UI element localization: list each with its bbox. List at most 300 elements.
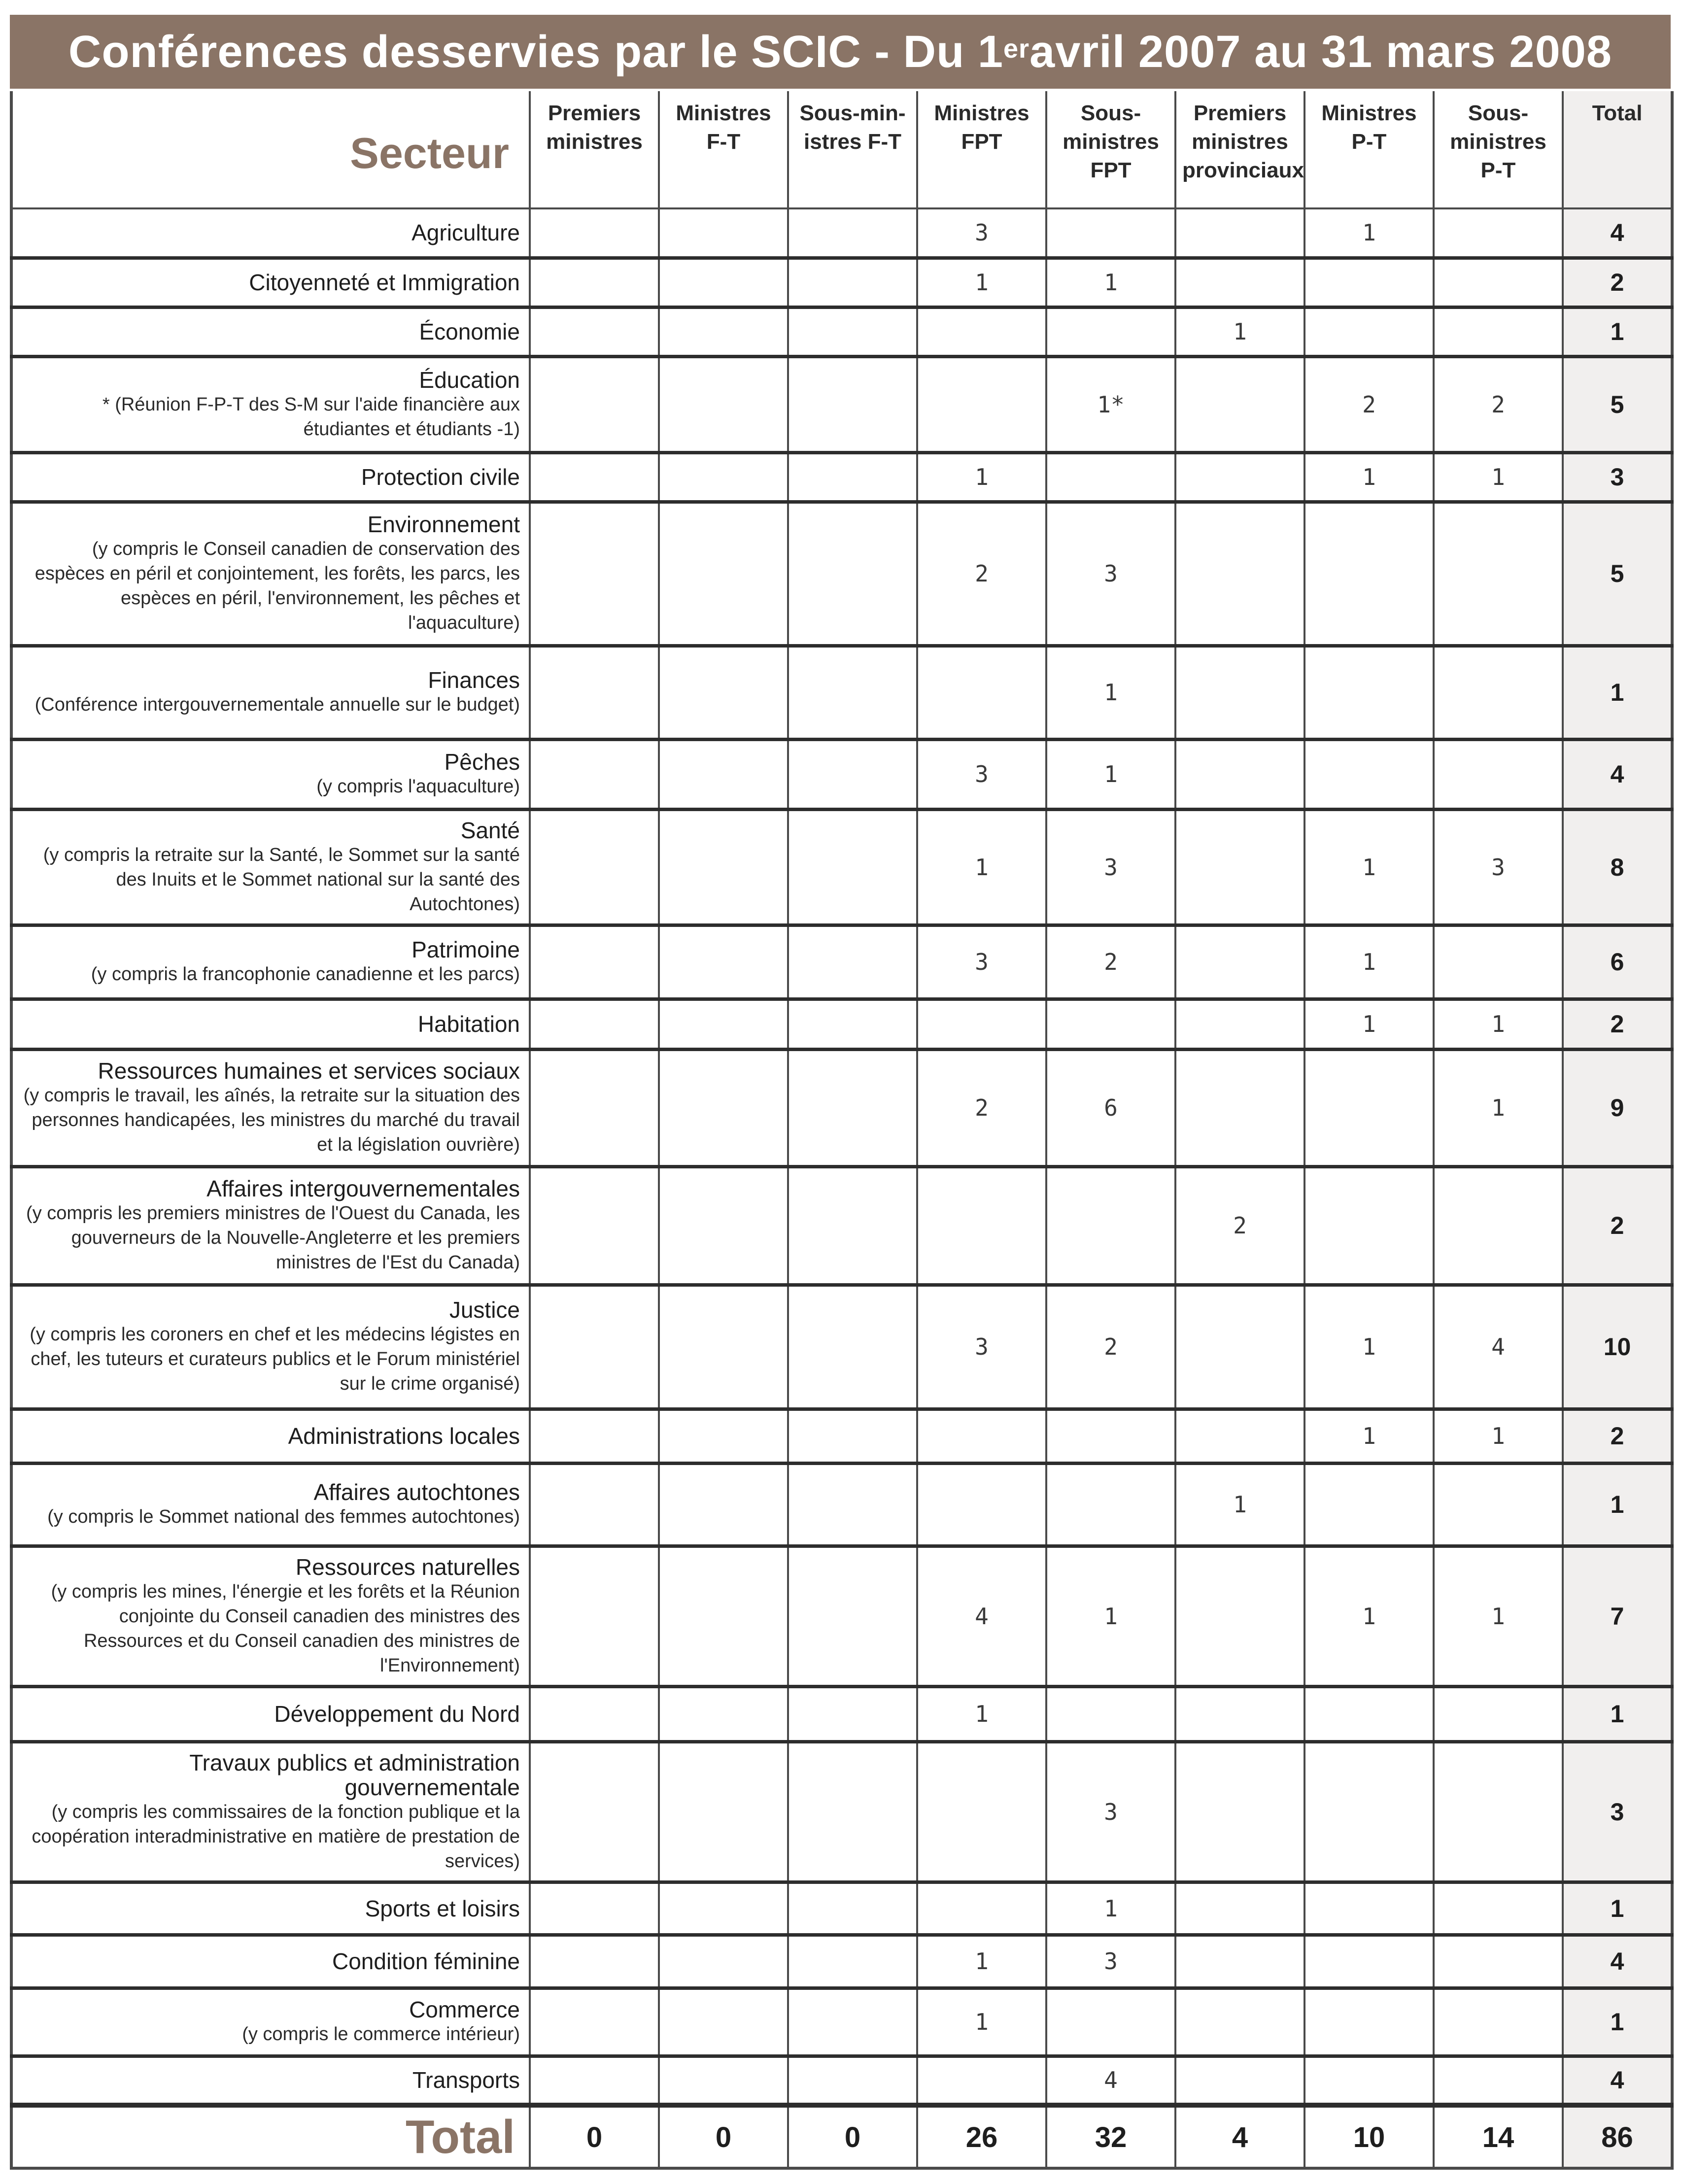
count-cell [788, 502, 917, 646]
count-cell [659, 1166, 788, 1285]
column-header: Premiers ministres provinciaux [1175, 91, 1304, 208]
sector-cell [11, 208, 530, 258]
table-row [11, 1463, 1672, 1546]
column-header: Ministres F-T [659, 91, 788, 208]
count-cell [659, 809, 788, 925]
count-cell: 1 [1046, 1882, 1175, 1935]
sector-name: Affaires autochtones [313, 1479, 520, 1505]
grand-total-cell: 86 [1563, 2105, 1672, 2168]
total-label: Total [11, 2105, 530, 2168]
sector-name: Affaires intergouvernementales [206, 1176, 520, 1201]
sector-note: (Conférence intergouvernementale annuelle sur le budget) [34, 694, 520, 715]
total-cell: 0 [788, 2105, 917, 2168]
count-cell [1304, 258, 1434, 307]
count-cell [1046, 1463, 1175, 1546]
count-cell: 1 [917, 1935, 1046, 1988]
count-cell: 2 [1304, 356, 1434, 452]
sector-note: (y compris les premiers ministres de l'Ouest du Canada, les gouverneurs de la Nouvelle-Angleterre et les premiers ministres de l'Est du Canada) [26, 1203, 520, 1273]
count-cell [917, 1166, 1046, 1285]
count-cell [530, 1285, 659, 1409]
count-cell [530, 1686, 659, 1741]
sector-name: Transports [412, 2067, 520, 2093]
count-cell [1046, 307, 1175, 356]
table-row [11, 1988, 1672, 2056]
table-row [11, 1285, 1672, 1409]
count-cell: 1 [917, 258, 1046, 307]
count-cell: 1 [1304, 1285, 1434, 1409]
count-cell [788, 208, 917, 258]
count-cell: 1 [917, 1686, 1046, 1741]
column-header: Sous-ministres P-T [1434, 91, 1563, 208]
count-cell [659, 1285, 788, 1409]
count-cell [788, 1546, 917, 1686]
count-cell: 1 [1434, 1546, 1563, 1686]
count-cell [1175, 1741, 1304, 1882]
count-cell: 1 [1046, 646, 1175, 739]
row-total-cell: 1 [1563, 1463, 1672, 1546]
title-text-end: avril 2007 au 31 mars 2008 [1030, 26, 1613, 77]
count-cell [1046, 1409, 1175, 1463]
count-cell: 1 [1046, 739, 1175, 809]
sector-cell [11, 1935, 530, 1988]
count-cell [659, 258, 788, 307]
count-cell [1046, 208, 1175, 258]
count-cell: 3 [1046, 502, 1175, 646]
row-total-cell: 1 [1563, 1882, 1672, 1935]
total-cell: 4 [1175, 2105, 1304, 2168]
table-row [11, 1166, 1672, 1285]
count-cell [1175, 1988, 1304, 2056]
sector-note: * (Réunion F-P-T des S-M sur l'aide financière aux étudiantes et étudiants -1) [102, 394, 520, 440]
count-cell [530, 1935, 659, 1988]
count-cell [1434, 646, 1563, 739]
count-cell [1046, 1988, 1175, 2056]
count-cell: 3 [1046, 1935, 1175, 1988]
row-total-cell: 3 [1563, 452, 1672, 502]
sector-name: Économie [419, 319, 520, 344]
table-row [11, 739, 1672, 809]
count-cell: 2 [1046, 1285, 1175, 1409]
table-row [11, 208, 1672, 258]
page-title: Conférences desservies par le SCIC - Du 1 $^{er}$ avril 2007 au 31 mars 2008 [10, 15, 1671, 89]
sector-name: Commerce [409, 1997, 520, 2022]
table-row [11, 1409, 1672, 1463]
sector-cell [11, 452, 530, 502]
count-cell [1304, 1049, 1434, 1166]
count-cell [530, 356, 659, 452]
count-cell [530, 1988, 659, 2056]
count-cell: 1 [917, 452, 1046, 502]
sector-name: Pêches [444, 749, 520, 775]
count-cell [659, 1546, 788, 1686]
count-cell [788, 809, 917, 925]
row-total-cell: 8 [1563, 809, 1672, 925]
count-cell: 1 [1304, 809, 1434, 925]
count-cell [659, 646, 788, 739]
count-cell [1304, 646, 1434, 739]
count-cell [788, 1285, 917, 1409]
row-total-cell: 7 [1563, 1546, 1672, 1686]
count-cell [659, 999, 788, 1049]
table-body [11, 208, 1672, 2105]
row-total-cell: 1 [1563, 1988, 1672, 2056]
sector-name: Éducation [419, 367, 520, 393]
count-cell [530, 809, 659, 925]
sector-name: Condition féminine [332, 1948, 520, 1974]
count-cell [1175, 2056, 1304, 2105]
count-cell [1046, 1686, 1175, 1741]
count-cell [788, 307, 917, 356]
row-total-cell: 9 [1563, 1049, 1672, 1166]
total-cell: 14 [1434, 2105, 1563, 2168]
table-row [11, 1546, 1672, 1686]
sector-cell [11, 1741, 530, 1882]
count-cell [1434, 1741, 1563, 1882]
count-cell: 2 [917, 1049, 1046, 1166]
header-row [11, 91, 1672, 208]
table-row [11, 925, 1672, 999]
column-header: Premiers ministres [530, 91, 659, 208]
column-header: Ministres FPT [917, 91, 1046, 208]
count-cell [659, 356, 788, 452]
title-text-start: Conférences desservies par le SCIC - Du 1 [68, 26, 1003, 77]
count-cell [530, 1049, 659, 1166]
sector-cell [11, 1049, 530, 1166]
count-cell: 6 [1046, 1049, 1175, 1166]
count-cell [788, 646, 917, 739]
sector-note: (y compris la francophonie canadienne et les parcs) [91, 964, 520, 985]
count-cell: 1 [1434, 999, 1563, 1049]
count-cell [659, 1935, 788, 1988]
count-cell [1175, 1285, 1304, 1409]
sector-note: (y compris le Sommet national des femmes autochtones) [47, 1506, 520, 1527]
sector-name: Ressources humaines et services sociaux [98, 1058, 520, 1084]
count-cell [1434, 258, 1563, 307]
column-header: Sous-ministres FPT [1046, 91, 1175, 208]
count-cell [917, 1741, 1046, 1882]
count-cell [659, 307, 788, 356]
count-cell: 3 [1046, 1741, 1175, 1882]
sector-cell [11, 502, 530, 646]
row-total-cell: 2 [1563, 1409, 1672, 1463]
count-cell [530, 307, 659, 356]
count-cell [530, 1741, 659, 1882]
count-cell [1434, 502, 1563, 646]
count-cell [917, 356, 1046, 452]
count-cell [788, 1463, 917, 1546]
count-cell [917, 999, 1046, 1049]
sector-note: (y compris la retraite sur la Santé, le Sommet sur la santé des Inuits et le Sommet national sur la santé des Autochtones) [43, 844, 520, 915]
table-row [11, 1049, 1672, 1166]
sector-name: Justice [449, 1297, 520, 1323]
count-cell [788, 1741, 917, 1882]
count-cell [1175, 809, 1304, 925]
count-cell [1175, 502, 1304, 646]
count-cell [1175, 1882, 1304, 1935]
total-cell: 0 [530, 2105, 659, 2168]
count-cell [659, 1988, 788, 2056]
sector-note: (y compris le commerce intérieur) [242, 2024, 520, 2045]
row-total-cell: 10 [1563, 1285, 1672, 1409]
count-cell: 1 [1304, 208, 1434, 258]
row-total-cell: 4 [1563, 1935, 1672, 1988]
sector-name: Patrimoine [412, 937, 520, 962]
count-cell [788, 1409, 917, 1463]
count-cell [1304, 1935, 1434, 1988]
count-cell [788, 1988, 917, 2056]
count-cell [530, 1546, 659, 1686]
count-cell [1046, 1166, 1175, 1285]
count-cell [788, 1935, 917, 1988]
count-cell: 3 [917, 739, 1046, 809]
count-cell [659, 208, 788, 258]
count-cell: 1 [1434, 1409, 1563, 1463]
column-header-total: Total [1563, 91, 1672, 208]
count-cell [659, 1049, 788, 1166]
count-cell [1304, 1463, 1434, 1546]
table-row [11, 646, 1672, 739]
sector-header: Secteur [11, 91, 530, 208]
count-cell [659, 1741, 788, 1882]
sector-cell [11, 1463, 530, 1546]
count-cell [659, 1686, 788, 1741]
sector-note: (y compris les mines, l'énergie et les forêts et la Réunion conjointe du Conseil canadien des ministres des Ressources et du Conseil canadien des ministres de l'Environnement) [51, 1581, 520, 1676]
count-cell [788, 1166, 917, 1285]
count-cell [788, 258, 917, 307]
conference-table [10, 91, 1674, 2170]
total-row [11, 2105, 1672, 2168]
total-cell: 0 [659, 2105, 788, 2168]
count-cell [1304, 739, 1434, 809]
sector-name: Développement du Nord [274, 1701, 520, 1727]
count-cell [788, 739, 917, 809]
count-cell [788, 1882, 917, 1935]
count-cell [530, 739, 659, 809]
count-cell [1304, 1882, 1434, 1935]
count-cell [1175, 1686, 1304, 1741]
sector-cell [11, 1882, 530, 1935]
sector-cell [11, 1166, 530, 1285]
count-cell: 1 [1304, 452, 1434, 502]
sector-note: (y compris le travail, les aînés, la retraite sur la situation des personnes handicapées, les ministres du marché du travail et la législation ouvrière) [23, 1085, 520, 1155]
row-total-cell: 4 [1563, 2056, 1672, 2105]
count-cell [1304, 1686, 1434, 1741]
count-cell: 1 [1046, 1546, 1175, 1686]
count-cell [659, 452, 788, 502]
count-cell [788, 999, 917, 1049]
row-total-cell: 4 [1563, 208, 1672, 258]
column-header: Ministres P-T [1304, 91, 1434, 208]
sector-note: (y compris le Conseil canadien de conservation des espèces en péril et conjointement, les forêts, les parcs, les espèces en péril, l'environnement, les pêches et l'aquaculture) [34, 539, 520, 633]
table-row [11, 307, 1672, 356]
count-cell [1304, 1166, 1434, 1285]
count-cell [530, 2056, 659, 2105]
count-cell [530, 999, 659, 1049]
count-cell [917, 646, 1046, 739]
count-cell [1175, 646, 1304, 739]
sector-cell [11, 2056, 530, 2105]
sector-name: Santé [460, 817, 520, 843]
table-row [11, 809, 1672, 925]
count-cell [917, 1409, 1046, 1463]
count-cell [1175, 1409, 1304, 1463]
table-row [11, 999, 1672, 1049]
count-cell: 1 [1434, 1049, 1563, 1166]
count-cell [788, 2056, 917, 2105]
count-cell [1434, 1882, 1563, 1935]
count-cell [1434, 1686, 1563, 1741]
count-cell [1175, 999, 1304, 1049]
count-cell: 1 [917, 1988, 1046, 2056]
sector-name: Habitation [417, 1011, 520, 1037]
count-cell [1434, 307, 1563, 356]
sector-note: (y compris les coroners en chef et les médecins légistes en chef, les tuteurs et curateurs publics et le Forum ministériel sur le crime organisé) [30, 1324, 520, 1394]
row-total-cell: 1 [1563, 646, 1672, 739]
count-cell: 3 [1046, 809, 1175, 925]
total-cell: 32 [1046, 2105, 1175, 2168]
count-cell [788, 452, 917, 502]
sector-note: (y compris les commissaires de la fonction publique et la coopération interadministrative en matière de prestation de services) [32, 1801, 520, 1872]
row-total-cell: 2 [1563, 1166, 1672, 1285]
count-cell: 1 [1304, 1546, 1434, 1686]
count-cell [1434, 2056, 1563, 2105]
count-cell [659, 1882, 788, 1935]
count-cell [659, 1463, 788, 1546]
count-cell: 1 [1175, 1463, 1304, 1546]
count-cell [917, 2056, 1046, 2105]
table-row [11, 356, 1672, 452]
sector-cell [11, 1546, 530, 1686]
count-cell: 1 [1304, 1409, 1434, 1463]
count-cell [530, 1463, 659, 1546]
sector-cell [11, 1686, 530, 1741]
count-cell [1046, 999, 1175, 1049]
count-cell [530, 646, 659, 739]
count-cell [788, 1049, 917, 1166]
count-cell [1175, 739, 1304, 809]
sector-name: Administrations locales [288, 1423, 520, 1449]
count-cell: 1 [917, 809, 1046, 925]
sector-cell [11, 739, 530, 809]
count-cell [1434, 739, 1563, 809]
row-total-cell: 6 [1563, 925, 1672, 999]
count-cell [1434, 925, 1563, 999]
count-cell [788, 1686, 917, 1741]
sector-name: Sports et loisirs [365, 1895, 520, 1921]
count-cell: 1* [1046, 356, 1175, 452]
count-cell [659, 1409, 788, 1463]
count-cell [1175, 1049, 1304, 1166]
sector-cell [11, 925, 530, 999]
sector-name: Citoyenneté et Immigration [249, 270, 520, 295]
count-cell [530, 452, 659, 502]
row-total-cell: 5 [1563, 502, 1672, 646]
count-cell: 1 [1304, 999, 1434, 1049]
sector-cell [11, 646, 530, 739]
sector-name: Environnement [367, 512, 520, 537]
count-cell [659, 739, 788, 809]
count-cell [530, 208, 659, 258]
sector-cell [11, 356, 530, 452]
sector-cell [11, 258, 530, 307]
sector-name: Protection civile [361, 464, 520, 490]
total-cell: 10 [1304, 2105, 1434, 2168]
document-page [10, 15, 1671, 2173]
count-cell: 1 [1046, 258, 1175, 307]
count-cell: 1 [1434, 452, 1563, 502]
sector-cell [11, 1285, 530, 1409]
count-cell [1175, 1935, 1304, 1988]
count-cell [1304, 1988, 1434, 2056]
table-row [11, 2056, 1672, 2105]
count-cell: 3 [917, 208, 1046, 258]
table-row [11, 1882, 1672, 1935]
count-cell [1175, 452, 1304, 502]
count-cell [530, 1409, 659, 1463]
count-cell [1304, 1741, 1434, 1882]
table-row [11, 502, 1672, 646]
sector-note: (y compris l'aquaculture) [316, 776, 520, 797]
count-cell [1304, 502, 1434, 646]
count-cell: 2 [1434, 356, 1563, 452]
count-cell [530, 502, 659, 646]
table-row [11, 1686, 1672, 1741]
count-cell [1304, 2056, 1434, 2105]
sector-cell [11, 307, 530, 356]
sector-name: Ressources naturelles [295, 1554, 520, 1580]
count-cell: 2 [1046, 925, 1175, 999]
count-cell: 4 [917, 1546, 1046, 1686]
count-cell [1434, 208, 1563, 258]
count-cell: 2 [1175, 1166, 1304, 1285]
count-cell: 3 [1434, 809, 1563, 925]
count-cell [917, 1882, 1046, 1935]
sector-name: Agriculture [412, 220, 520, 246]
row-total-cell: 3 [1563, 1741, 1672, 1882]
column-header: Sous-min-istres F-T [788, 91, 917, 208]
count-cell [659, 925, 788, 999]
count-cell [530, 258, 659, 307]
row-total-cell: 4 [1563, 739, 1672, 809]
count-cell: 3 [917, 1285, 1046, 1409]
row-total-cell: 1 [1563, 307, 1672, 356]
count-cell [530, 1882, 659, 1935]
count-cell [530, 925, 659, 999]
count-cell [1304, 307, 1434, 356]
total-cell: 26 [917, 2105, 1046, 2168]
count-cell [917, 307, 1046, 356]
count-cell [1175, 258, 1304, 307]
sector-cell [11, 999, 530, 1049]
count-cell [788, 356, 917, 452]
count-cell [530, 1166, 659, 1285]
count-cell: 1 [1304, 925, 1434, 999]
sector-name: Finances [428, 667, 520, 693]
count-cell: 2 [917, 502, 1046, 646]
table-row [11, 1935, 1672, 1988]
count-cell [788, 925, 917, 999]
count-cell [1434, 1935, 1563, 1988]
count-cell [1434, 1166, 1563, 1285]
sector-name: Travaux publics et administration gouvernementale [189, 1749, 520, 1800]
count-cell [917, 1463, 1046, 1546]
row-total-cell: 2 [1563, 999, 1672, 1049]
count-cell: 4 [1434, 1285, 1563, 1409]
count-cell: 3 [917, 925, 1046, 999]
count-cell [1175, 208, 1304, 258]
table-row [11, 258, 1672, 307]
count-cell [1175, 1546, 1304, 1686]
